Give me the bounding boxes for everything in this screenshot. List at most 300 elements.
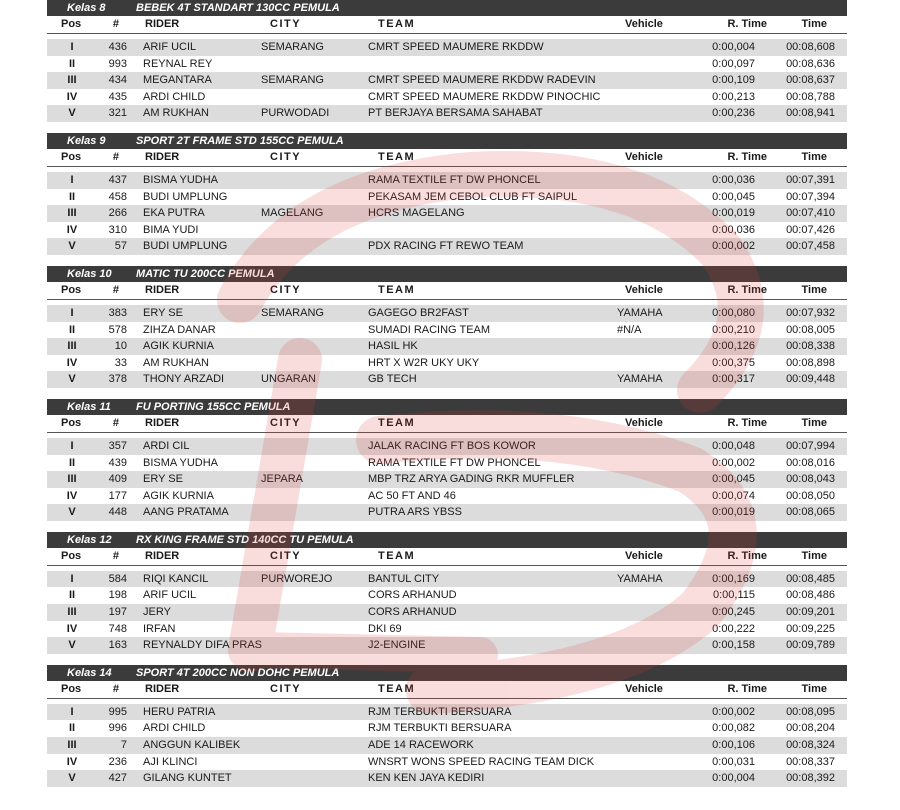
column-header-rider-name: RIDER	[145, 18, 180, 30]
result-row	[47, 189, 847, 206]
rider-name: BISMA YUDHA	[143, 456, 218, 469]
column-header-row	[47, 681, 847, 699]
position: II	[68, 57, 76, 70]
rider-name: ARIF UCIL	[143, 41, 197, 53]
lap-time: 00:08,636	[786, 57, 835, 70]
column-header-lap-time: Time	[801, 18, 827, 30]
column-header-vehicle-brand: Vehicle	[625, 150, 663, 163]
team-name: PUTRA ARS YBSS	[368, 506, 462, 519]
position: II	[68, 589, 76, 602]
position: III	[67, 340, 77, 353]
rider-name: AJI KLINCI	[143, 755, 198, 768]
team-name: KEN KEN JAYA KEDIRI	[368, 772, 485, 785]
column-header-lap-time: Time	[801, 416, 827, 429]
reaction-time: 0:00,048	[712, 439, 755, 452]
section-spacer	[47, 787, 847, 798]
vehicle-brand: #N/A	[617, 323, 642, 336]
race-number: 458	[108, 190, 127, 203]
column-header-position: Pos	[61, 549, 82, 562]
reaction-time: 0:00,019	[712, 506, 755, 519]
result-row	[47, 322, 847, 339]
rider-city: SEMARANG	[261, 41, 324, 53]
column-header-lap-time: Time	[801, 150, 827, 163]
class-number: Kelas 11	[67, 400, 111, 413]
reaction-time: 0:00,236	[712, 107, 755, 120]
race-number: 578	[108, 323, 127, 336]
reaction-time: 0:00,002	[712, 456, 755, 469]
column-header-reaction-time: R. Time	[727, 682, 767, 695]
lap-time: 00:08,043	[786, 473, 835, 486]
position: V	[68, 373, 76, 386]
reaction-time: 0:00,158	[712, 639, 755, 652]
result-row	[47, 222, 847, 239]
result-row	[47, 504, 847, 521]
lap-time: 00:08,392	[786, 772, 835, 785]
position: II	[68, 722, 76, 735]
rider-name: ANGGUN KALIBEK	[143, 739, 241, 752]
result-row	[47, 371, 847, 388]
lap-time: 00:08,898	[786, 356, 835, 369]
rider-city: MAGELANG	[261, 207, 324, 220]
reaction-time: 0:00,213	[712, 90, 755, 103]
column-header-rider-name: RIDER	[145, 549, 180, 562]
result-row	[47, 770, 847, 787]
rider-name: ARIF UCIL	[143, 589, 197, 602]
race-number: 33	[114, 356, 127, 369]
result-row	[47, 172, 847, 189]
result-rows	[47, 704, 847, 787]
team-name: J2-ENGINE	[368, 639, 426, 652]
reaction-time: 0:00,222	[712, 622, 755, 635]
race-number: 435	[108, 90, 127, 103]
result-row	[47, 571, 847, 588]
race-number: 236	[108, 755, 127, 768]
class-category: SPORT 2T FRAME STD 155CC PEMULA	[136, 134, 344, 147]
lap-time: 00:08,637	[786, 74, 835, 87]
lap-time: 00:07,458	[786, 240, 835, 253]
column-header-team-name: TEAM	[378, 416, 416, 429]
rider-name: AGIK KURNIA	[143, 489, 214, 502]
rider-name: BUDI UMPLUNG	[143, 190, 228, 203]
position: III	[67, 473, 77, 486]
reaction-time: 0:00,082	[712, 722, 755, 735]
column-header-vehicle-brand: Vehicle	[625, 283, 663, 296]
team-name: HASIL HK	[368, 340, 418, 353]
result-row	[47, 438, 847, 455]
result-row	[47, 621, 847, 638]
column-header-reaction-time: R. Time	[727, 416, 767, 429]
rider-city: JEPARA	[261, 473, 303, 486]
position: I	[70, 306, 74, 319]
lap-time: 00:08,016	[786, 456, 835, 469]
column-header-position: Pos	[61, 18, 82, 30]
reaction-time: 0:00,109	[712, 74, 755, 87]
reaction-time: 0:00,126	[712, 340, 755, 353]
rider-city: PURWODADI	[261, 107, 330, 120]
rider-name: BUDI UMPLUNG	[143, 240, 228, 253]
position: IV	[66, 489, 78, 502]
result-rows	[47, 172, 847, 255]
position: I	[70, 439, 74, 452]
position: IV	[66, 755, 78, 768]
column-header-row	[47, 149, 847, 167]
team-name: CMRT SPEED MAUMERE RKDDW PINOCHIC	[368, 90, 601, 103]
reaction-time: 0:00,245	[712, 606, 755, 619]
result-rows	[47, 571, 847, 654]
lap-time: 00:08,338	[786, 340, 835, 353]
column-header-race-number: #	[112, 283, 119, 296]
column-header-rider-name: RIDER	[145, 416, 180, 429]
reaction-time: 0:00,045	[712, 473, 755, 486]
lap-time: 00:08,486	[786, 589, 835, 602]
section-spacer	[47, 654, 847, 665]
column-header-rider-name: RIDER	[145, 150, 180, 163]
result-row	[47, 355, 847, 372]
column-header-row	[47, 16, 847, 34]
team-name: RAMA TEXTILE FT DW PHONCEL	[368, 456, 541, 469]
team-name: CMRT SPEED MAUMERE RKDDW RADEVIN	[368, 74, 596, 87]
race-number: 995	[108, 705, 127, 718]
lap-time: 00:09,225	[786, 622, 835, 635]
team-name: SUMADI RACING TEAM	[368, 323, 491, 336]
lap-time: 00:08,337	[786, 755, 835, 768]
position: V	[68, 107, 76, 120]
vehicle-brand: YAMAHA	[617, 373, 663, 386]
rider-name: ARDI CHILD	[143, 90, 206, 103]
class-category: RX KING FRAME STD 140CC TU PEMULA	[136, 533, 354, 546]
column-header-reaction-time: R. Time	[727, 150, 767, 163]
column-header-reaction-time: R. Time	[727, 549, 767, 562]
column-header-vehicle-brand: Vehicle	[625, 416, 663, 429]
rider-name: ARDI CIL	[143, 439, 190, 452]
reaction-time: 0:00,004	[712, 41, 755, 53]
rider-city: SEMARANG	[261, 306, 324, 319]
column-header-rider-city: CITY	[270, 682, 302, 695]
column-header-team-name: TEAM	[378, 150, 416, 163]
team-name: RAMA TEXTILE FT DW PHONCEL	[368, 173, 541, 186]
lap-time: 00:07,932	[786, 306, 835, 319]
column-header-team-name: TEAM	[378, 283, 416, 296]
result-rows	[47, 39, 847, 122]
race-number: 996	[108, 722, 127, 735]
position: V	[68, 639, 76, 652]
section-spacer	[47, 255, 847, 266]
class-category: BEBEK 4T STANDART 130CC PEMULA	[136, 2, 340, 14]
lap-time: 00:07,994	[786, 439, 835, 452]
result-row	[47, 455, 847, 472]
results-document	[47, 0, 847, 798]
race-number: 266	[108, 207, 127, 220]
column-header-race-number: #	[112, 682, 119, 695]
reaction-time: 0:00,002	[712, 240, 755, 253]
position: II	[68, 456, 76, 469]
class-category: FU PORTING 155CC PEMULA	[136, 400, 291, 413]
class-section	[47, 266, 847, 399]
lap-time: 00:08,485	[786, 572, 835, 585]
team-name: PT BERJAYA BERSAMA SAHABAT	[368, 107, 543, 120]
team-name: CMRT SPEED MAUMERE RKDDW	[368, 41, 544, 53]
race-number: 310	[108, 223, 127, 236]
result-row	[47, 89, 847, 106]
race-number: 439	[108, 456, 127, 469]
rider-name: ERY SE	[143, 306, 183, 319]
team-name: DKI 69	[368, 622, 402, 635]
reaction-time: 0:00,097	[712, 57, 755, 70]
race-number: 378	[108, 373, 127, 386]
result-row	[47, 637, 847, 654]
column-header-position: Pos	[61, 682, 82, 695]
lap-time: 00:07,410	[786, 207, 835, 220]
position: IV	[66, 622, 78, 635]
result-row	[47, 604, 847, 621]
reaction-time: 0:00,004	[712, 772, 755, 785]
rider-city: UNGARAN	[261, 373, 317, 386]
race-number: 357	[108, 439, 127, 452]
team-name: RJM TERBUKTI BERSUARA	[368, 722, 512, 735]
column-header-race-number: #	[112, 416, 119, 429]
class-number: Kelas 14	[67, 666, 112, 679]
position: V	[68, 772, 76, 785]
class-section	[47, 665, 847, 798]
position: I	[70, 572, 74, 585]
column-header-lap-time: Time	[801, 283, 827, 296]
position: III	[67, 207, 77, 220]
column-header-lap-time: Time	[801, 682, 827, 695]
column-header-lap-time: Time	[801, 549, 827, 562]
class-category: MATIC TU 200CC PEMULA	[136, 267, 275, 280]
column-header-race-number: #	[112, 18, 119, 30]
race-number: 7	[120, 739, 127, 752]
reaction-time: 0:00,036	[712, 223, 755, 236]
reaction-time: 0:00,074	[712, 489, 755, 502]
race-number: 427	[108, 772, 127, 785]
rider-name: MEGANTARA	[143, 74, 212, 87]
result-rows	[47, 305, 847, 388]
team-name: WNSRT WONS SPEED RACING TEAM DICK	[368, 755, 595, 768]
reaction-time: 0:00,019	[712, 207, 755, 220]
lap-time: 00:09,201	[786, 606, 835, 619]
position: I	[70, 173, 74, 186]
class-number: Kelas 12	[67, 533, 112, 546]
reaction-time: 0:00,036	[712, 173, 755, 186]
section-spacer	[47, 521, 847, 532]
result-row	[47, 305, 847, 322]
result-row	[47, 238, 847, 255]
class-number: Kelas 10	[67, 267, 112, 280]
rider-city: PURWOREJO	[261, 572, 333, 585]
reaction-time: 0:00,106	[712, 739, 755, 752]
reaction-time: 0:00,375	[712, 356, 755, 369]
class-section	[47, 133, 847, 266]
column-header-race-number: #	[112, 150, 119, 163]
race-number: 448	[108, 506, 127, 519]
team-name: AC 50 FT AND 46	[368, 489, 456, 502]
reaction-time: 0:00,169	[712, 572, 755, 585]
team-name: CORS ARHANUD	[368, 606, 457, 619]
class-category: SPORT 4T 200CC NON DOHC PEMULA	[136, 666, 340, 679]
rider-name: AGIK KURNIA	[143, 340, 214, 353]
vehicle-brand: YAMAHA	[617, 572, 663, 585]
lap-time: 00:07,426	[786, 223, 835, 236]
position: I	[70, 705, 74, 718]
result-row	[47, 720, 847, 737]
class-title-bar	[47, 399, 847, 415]
position: III	[67, 74, 77, 87]
column-header-rider-name: RIDER	[145, 682, 180, 695]
team-name: GB TECH	[368, 373, 417, 386]
race-number: 993	[108, 57, 127, 70]
result-row	[47, 471, 847, 488]
team-name: PEKASAM JEM CEBOL CLUB FT SAIPUL	[368, 190, 578, 203]
position: III	[67, 739, 77, 752]
reaction-time: 0:00,080	[712, 306, 755, 319]
result-row	[47, 39, 847, 56]
rider-name: IRFAN	[143, 622, 176, 635]
rider-name: ERY SE	[143, 473, 183, 486]
class-title-bar	[47, 532, 847, 548]
position: IV	[66, 223, 78, 236]
position: IV	[66, 90, 78, 103]
lap-time: 00:08,941	[786, 107, 835, 120]
column-header-race-number: #	[112, 549, 119, 562]
team-name: ADE 14 RACEWORK	[368, 739, 474, 752]
team-name: GAGEGO BR2FAST	[368, 306, 469, 319]
reaction-time: 0:00,210	[712, 323, 755, 336]
reaction-time: 0:00,031	[712, 755, 755, 768]
race-number: 409	[108, 473, 127, 486]
lap-time: 00:07,394	[786, 190, 835, 203]
race-number: 748	[108, 622, 127, 635]
position: V	[68, 506, 76, 519]
lap-time: 00:08,324	[786, 739, 835, 752]
race-number: 177	[108, 489, 127, 502]
column-header-team-name: TEAM	[378, 682, 416, 695]
column-header-row	[47, 548, 847, 566]
rider-name: GILANG KUNTET	[143, 772, 232, 785]
class-title-bar	[47, 266, 847, 282]
position: V	[68, 240, 76, 253]
rider-name: THONY ARZADI	[143, 373, 225, 386]
team-name: PDX RACING FT REWO TEAM	[368, 240, 524, 253]
vehicle-brand: YAMAHA	[617, 306, 663, 319]
column-header-vehicle-brand: Vehicle	[625, 549, 663, 562]
class-number: Kelas 8	[67, 2, 106, 14]
class-title-bar	[47, 0, 847, 16]
race-number: 383	[108, 306, 127, 319]
result-row	[47, 56, 847, 73]
lap-time: 00:09,448	[786, 373, 835, 386]
column-header-rider-city: CITY	[270, 18, 302, 30]
position: III	[67, 606, 77, 619]
position: I	[70, 41, 74, 53]
result-row	[47, 105, 847, 122]
team-name: MBP TRZ ARYA GADING RKR MUFFLER	[368, 473, 575, 486]
result-row	[47, 488, 847, 505]
rider-city: SEMARANG	[261, 74, 324, 87]
reaction-time: 0:00,045	[712, 190, 755, 203]
position: IV	[66, 356, 78, 369]
column-header-row	[47, 282, 847, 300]
lap-time: 00:08,050	[786, 489, 835, 502]
reaction-time: 0:00,317	[712, 373, 755, 386]
lap-time: 00:08,608	[786, 41, 835, 53]
lap-time: 00:08,005	[786, 323, 835, 336]
column-header-row	[47, 415, 847, 433]
rider-name: ARDI CHILD	[143, 722, 206, 735]
rider-name: REYNAL REY	[143, 57, 213, 70]
race-number: 434	[108, 74, 127, 87]
lap-time: 00:08,788	[786, 90, 835, 103]
team-name: RJM TERBUKTI BERSUARA	[368, 705, 512, 718]
class-number: Kelas 9	[67, 134, 106, 147]
race-number: 436	[108, 41, 127, 53]
result-row	[47, 587, 847, 604]
section-spacer	[47, 122, 847, 133]
race-number: 584	[108, 572, 127, 585]
column-header-vehicle-brand: Vehicle	[625, 682, 663, 695]
column-header-team-name: TEAM	[378, 18, 416, 30]
race-number: 197	[108, 606, 127, 619]
race-number: 198	[108, 589, 127, 602]
result-row	[47, 205, 847, 222]
race-number: 57	[114, 240, 127, 253]
column-header-rider-name: RIDER	[145, 283, 180, 296]
column-header-position: Pos	[61, 283, 82, 296]
result-row	[47, 72, 847, 89]
column-header-reaction-time: R. Time	[727, 18, 767, 30]
class-title-bar	[47, 133, 847, 149]
rider-name: BISMA YUDHA	[143, 173, 218, 186]
rider-name: REYNALDY DIFA PRAS	[143, 639, 263, 652]
position: II	[68, 190, 76, 203]
class-section	[47, 0, 847, 133]
position: II	[68, 323, 76, 336]
column-header-rider-city: CITY	[270, 283, 302, 296]
column-header-position: Pos	[61, 150, 82, 163]
race-number: 10	[114, 340, 127, 353]
rider-name: EKA PUTRA	[143, 207, 205, 220]
column-header-vehicle-brand: Vehicle	[625, 18, 663, 30]
rider-name: AM RUKHAN	[143, 107, 210, 120]
result-row	[47, 704, 847, 721]
reaction-time: 0:00,002	[712, 705, 755, 718]
team-name: HCRS MAGELANG	[368, 207, 465, 220]
lap-time: 00:09,789	[786, 639, 835, 652]
section-spacer	[47, 388, 847, 399]
rider-name: JERY	[143, 606, 171, 619]
lap-time: 00:08,065	[786, 506, 835, 519]
lap-time: 00:07,391	[786, 173, 835, 186]
reaction-time: 0:00,115	[712, 589, 755, 602]
race-number: 163	[108, 639, 127, 652]
rider-name: RIQI KANCIL	[143, 572, 209, 585]
race-number: 321	[108, 107, 127, 120]
column-header-position: Pos	[61, 416, 82, 429]
column-header-rider-city: CITY	[270, 549, 302, 562]
column-header-rider-city: CITY	[270, 150, 302, 163]
rider-name: AANG PRATAMA	[143, 506, 229, 519]
result-row	[47, 737, 847, 754]
team-name: HRT X W2R UKY UKY	[368, 356, 480, 369]
rider-name: HERU PATRIA	[143, 705, 216, 718]
class-title-bar	[47, 665, 847, 681]
rider-name: ZIHZA DANAR	[143, 323, 216, 336]
column-header-rider-city: CITY	[270, 416, 302, 429]
class-section	[47, 399, 847, 532]
team-name: BANTUL CITY	[368, 572, 440, 585]
column-header-team-name: TEAM	[378, 549, 416, 562]
lap-time: 00:08,095	[786, 705, 835, 718]
